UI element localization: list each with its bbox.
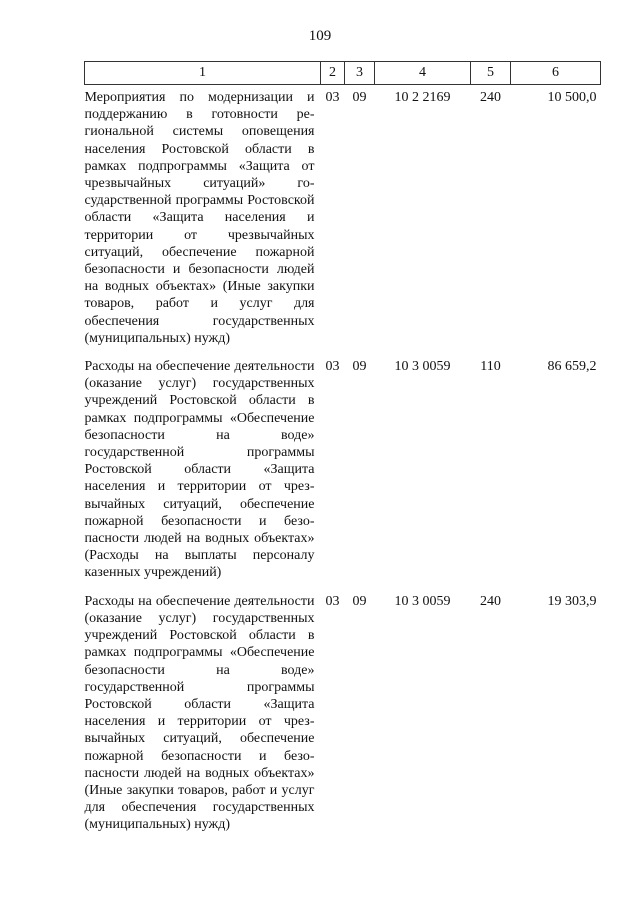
row-subsection: 09 — [352, 90, 367, 105]
row-subsection: 09 — [352, 593, 367, 609]
row-section: 03 — [325, 359, 340, 375]
budget-table — [84, 61, 601, 834]
row-amount: 19 303,9 — [547, 593, 597, 609]
page-number: 109 — [308, 28, 332, 44]
header-col-1: 1 — [85, 62, 321, 85]
row-amount: 10 500,0 — [547, 90, 597, 105]
table-row — [85, 85, 601, 348]
row-subsection: 09 — [352, 359, 367, 375]
header-col-5: 5 — [471, 62, 511, 85]
row-target-article: 10 3 0059 — [394, 593, 451, 609]
row-description: Расходы на обеспечение деятельности (оказание услуг) государственных учреждений Ростовской области в рамках подпрограммы «Обеспечение безопасности на воде» государственной программы Ростовской области «Защита населения и территории от чрезвычайных ситуаций, обеспечение пожарной безопасности и безопасности людей на водных объектах» (Иные закупки товаров, работ и услуг для обеспечения государственных (муниципальных) нужд) — [84, 593, 315, 833]
table-row — [85, 582, 601, 834]
header-col-4: 4 — [375, 62, 471, 85]
table-row — [85, 347, 601, 582]
row-description: Расходы на обеспечение деятельности (оказание услуг) государственных учреждений Ростовской области в рамках подпрограммы «Обеспечение безопасности на воде» государственной программы Ростовской области «Защита населения и территории от чрезвычайных ситуаций, обеспечение пожарной безопасности и безопасности людей на водных объектах» (Расходы на выплаты персоналу казенных учреждений) — [84, 359, 315, 581]
row-expense-type: 240 — [480, 593, 501, 609]
header-row — [85, 62, 601, 85]
header-col-2: 2 — [321, 62, 345, 85]
row-section: 03 — [325, 90, 340, 105]
row-amount: 86 659,2 — [547, 359, 597, 375]
row-target-article: 10 2 2169 — [394, 90, 451, 105]
header-col-3: 3 — [345, 62, 375, 85]
row-target-article: 10 3 0059 — [394, 359, 451, 375]
row-section: 03 — [325, 593, 340, 609]
row-expense-type: 110 — [480, 359, 501, 375]
header-col-6: 6 — [511, 62, 601, 85]
row-expense-type: 240 — [480, 90, 501, 105]
row-description: Мероприятия по модернизации и поддержанию в готовности региональной системы оповещения населения Ростовской области в рамках подпрограммы «Защита от чрезвычайных ситуаций» государственной программы Ростовской области «Защита населения и территории от чрезвычайных ситуаций, обеспечение пожарной безопасности и безопасности людей на водных объектах» (Иные закупки товаров, работ и услуг для обеспечения государственных (муниципальных) нужд) — [84, 90, 315, 346]
